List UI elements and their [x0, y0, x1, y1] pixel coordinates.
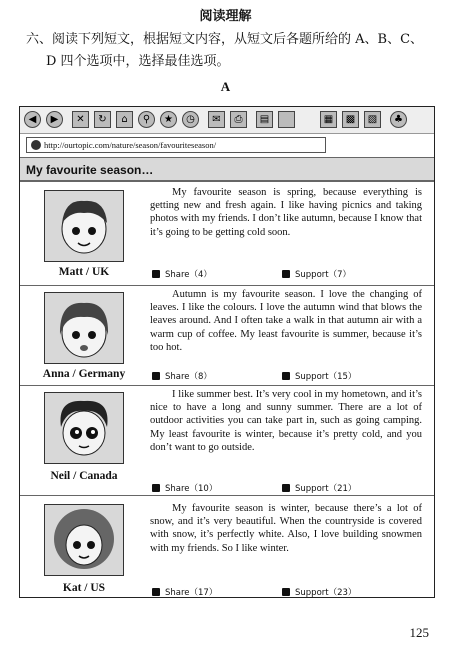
- mail-icon[interactable]: ✉: [208, 111, 225, 128]
- post-card: [20, 495, 434, 597]
- stop-icon[interactable]: ✕: [72, 111, 89, 128]
- avatar: [44, 392, 124, 464]
- address-bar[interactable]: [26, 137, 326, 153]
- author-name: Neil / Canada: [50, 470, 118, 482]
- folder-icon[interactable]: ▧: [364, 111, 381, 128]
- avatar: [44, 504, 124, 576]
- post-text: Autumn is my favourite season. I love the changing of leaves. I like the colours. I love the autumn wind that blows the leaves around. And I often take a walk in that autumn air with a warm cup of coffee. My least favourite is summer, because it’s too hot.: [150, 289, 422, 353]
- share-icon: [152, 484, 160, 492]
- research-icon[interactable]: ▩: [342, 111, 359, 128]
- favorites-icon[interactable]: ★: [160, 111, 177, 128]
- support-icon: [282, 588, 290, 596]
- toolbar-blank-icon[interactable]: [278, 111, 295, 128]
- share-icon: [152, 588, 160, 596]
- edit-icon[interactable]: ▤: [256, 111, 273, 128]
- history-icon[interactable]: ◷: [182, 111, 199, 128]
- browser-window: [19, 106, 435, 598]
- instruction-line-2: D 四个选项中，选择最佳选项。: [46, 54, 230, 69]
- support-count[interactable]: Support（21）: [282, 482, 356, 494]
- page-number: 125: [409, 625, 429, 640]
- share-count[interactable]: Share（17）: [152, 586, 217, 598]
- refresh-icon[interactable]: ↻: [94, 111, 111, 128]
- support-count[interactable]: Support（7）: [282, 268, 351, 280]
- support-icon: [282, 372, 290, 380]
- forward-icon[interactable]: ▶: [46, 111, 63, 128]
- post-card: [20, 181, 434, 285]
- post-text: My favourite season is winter, because there’s a lot of snow, and it’s very beautiful. When the countryside is covered with snow, it’s perfectly white. Also, I love building snowmen with my friends. So I like winter.: [150, 503, 422, 554]
- print-icon[interactable]: ⎙: [230, 111, 247, 128]
- instruction-line-1: 六、阅读下列短文，根据短文内容，从短文后各题所给的 A、B、C、: [26, 32, 424, 47]
- author-name: Kat / US: [62, 582, 106, 594]
- messenger-icon[interactable]: ♣: [390, 111, 407, 128]
- support-icon: [282, 484, 290, 492]
- author-name: Matt / UK: [58, 266, 110, 278]
- browser-toolbar: [20, 107, 434, 134]
- support-count[interactable]: Support（15）: [282, 370, 356, 382]
- page-title: My favourite season…: [20, 157, 434, 181]
- share-icon: [152, 372, 160, 380]
- address-url: http://ourtopic.com/nature/season/favouriteseason/: [44, 140, 217, 150]
- share-count[interactable]: Share（4）: [152, 268, 212, 280]
- share-icon: [152, 270, 160, 278]
- share-count[interactable]: Share（8）: [152, 370, 212, 382]
- avatar: [44, 190, 124, 262]
- passage-label: A: [220, 79, 231, 94]
- section-title: 阅读理解: [199, 9, 252, 24]
- post-card: [20, 285, 434, 385]
- share-count[interactable]: Share（10）: [152, 482, 217, 494]
- support-count[interactable]: Support（23）: [282, 586, 356, 598]
- post-card: [20, 385, 434, 495]
- home-icon[interactable]: ⌂: [116, 111, 133, 128]
- discuss-icon[interactable]: ▦: [320, 111, 337, 128]
- globe-icon: [31, 140, 41, 150]
- back-icon[interactable]: ◀: [24, 111, 41, 128]
- search-icon[interactable]: ⚲: [138, 111, 155, 128]
- post-text: My favourite season is spring, because everything is getting new and fresh again. I like having picnics and taking photos with my friends. I don’t like autumn, because I know that it’s going to be getting cold soon.: [150, 187, 422, 238]
- post-text: I like summer best. It’s very cool in my hometown, and it’s nice to have a long and sunny summer. There are a lot of outdoor activities you can take part in, such as going camping. My least favourite is winter, because it’s pretty cold, and you don’t want to go outside.: [150, 389, 422, 453]
- avatar: [44, 292, 124, 364]
- author-name: Anna / Germany: [42, 368, 126, 380]
- support-icon: [282, 270, 290, 278]
